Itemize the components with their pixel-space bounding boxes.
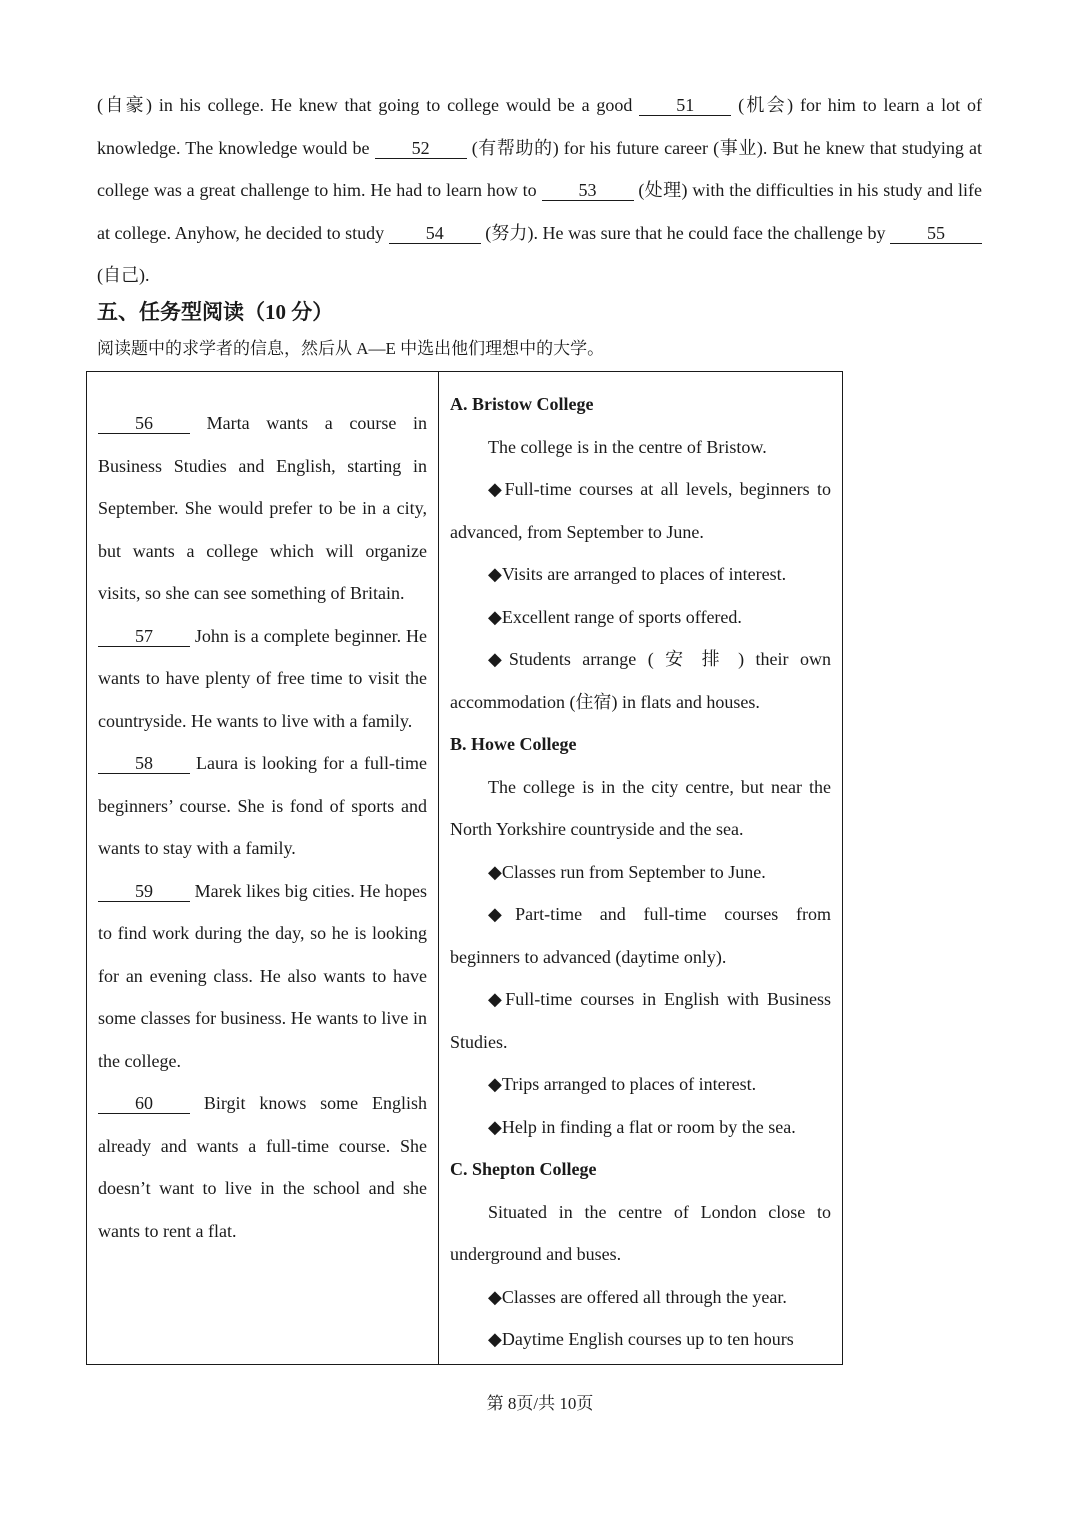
college-name: A. Bristow College [450, 394, 594, 414]
blank-57[interactable]: 57 [98, 626, 190, 647]
student-item: 58 Laura is looking for a full-time beginners’ course. She is fond of sports and wants to stay with a family. [98, 753, 427, 858]
blank-58[interactable]: 58 [98, 753, 190, 774]
page-number: 第 8页/共 10页 [486, 1394, 594, 1413]
passage-text: (自豪) in his college. He knew that going to college would be a good 51 (机会) for him to learn a lot of knowledge. The knowledge would be 52 (有帮助的) for his future career (事业). But he knew that studying at college was a great challenge to him. He had to learn how to 53 (处理) with the difficulties in his study and life at college. Anyhow, he decided to study 54 (努力). He was sure that he could face the challenge by 55 (自己). [97, 95, 982, 286]
college-description: Situated in the centre of London close to underground and buses. [450, 1201, 831, 1264]
college-name: B. Howe College [450, 734, 577, 754]
blank-53[interactable]: 53 [542, 180, 634, 201]
college-bullet: ◆Excellent range of sports offered. [488, 606, 742, 627]
students-column [87, 372, 439, 1364]
college-bullet: ◆Full-time courses in English with Business Studies. [450, 989, 831, 1052]
passage-paragraph [97, 84, 982, 297]
college-bullet: ◆Help in finding a flat or room by the sea. [488, 1116, 796, 1137]
student-item: 56 Marta wants a course in Business Studies and English, starting in September. She would prefer to be in a city, but wants a college which will organize visits, so she can see something of Britain. [98, 413, 427, 603]
college-bullet: ◆Full-time courses at all levels, beginners to advanced, from September to June. [450, 479, 831, 542]
college-description: The college is in the centre of Bristow. [488, 436, 767, 457]
blank-60[interactable]: 60 [98, 1093, 190, 1114]
blank-56[interactable]: 56 [98, 413, 190, 434]
colleges-column [439, 372, 842, 1364]
blank-51[interactable]: 51 [639, 95, 731, 116]
college-description: The college is in the city centre, but near the North Yorkshire countryside and the sea. [450, 776, 831, 839]
section-instruction: 阅读题中的求学者的信息，然后从 A—E 中选出他们理想中的大学。 [97, 339, 605, 358]
matching-table [86, 371, 843, 1365]
blank-54[interactable]: 54 [389, 223, 481, 244]
blank-59[interactable]: 59 [98, 881, 190, 902]
college-bullet: ◆Classes are offered all through the year. [488, 1286, 787, 1307]
college-bullet: ◆Trips arranged to places of interest. [488, 1074, 757, 1094]
student-item: 59 Marek likes big cities. He hopes to find work during the day, so he is looking for an evening class. He also wants to have some classes for business. He wants to live in the college. [98, 880, 427, 1071]
college-bullet: ◆Classes run from September to June. [488, 861, 766, 882]
college-bullet: ◆Visits are arranged to places of interest. [488, 564, 787, 584]
student-item: 60 Birgit knows some English already and wants a full-time course. She doesn’t want to live in the school and she wants to rent a flat. [98, 1093, 427, 1241]
college-bullet: ◆Students arrange ( 安 排 ) their own accommodation (住宿) in flats and houses. [450, 649, 831, 712]
college-name: C. Shepton College [450, 1159, 597, 1179]
college-bullet: ◆Part-time and full-time courses from beginners to advanced (daytime only). [450, 904, 831, 967]
blank-55[interactable]: 55 [890, 223, 982, 244]
college-bullet: ◆Daytime English courses up to ten hours [488, 1329, 794, 1349]
blank-52[interactable]: 52 [375, 138, 467, 159]
student-item: 57 John is a complete beginner. He wants to have plenty of free time to visit the countryside. He wants to live with a family. [98, 625, 427, 731]
section-title: 五、任务型阅读（10 分） [97, 300, 334, 324]
